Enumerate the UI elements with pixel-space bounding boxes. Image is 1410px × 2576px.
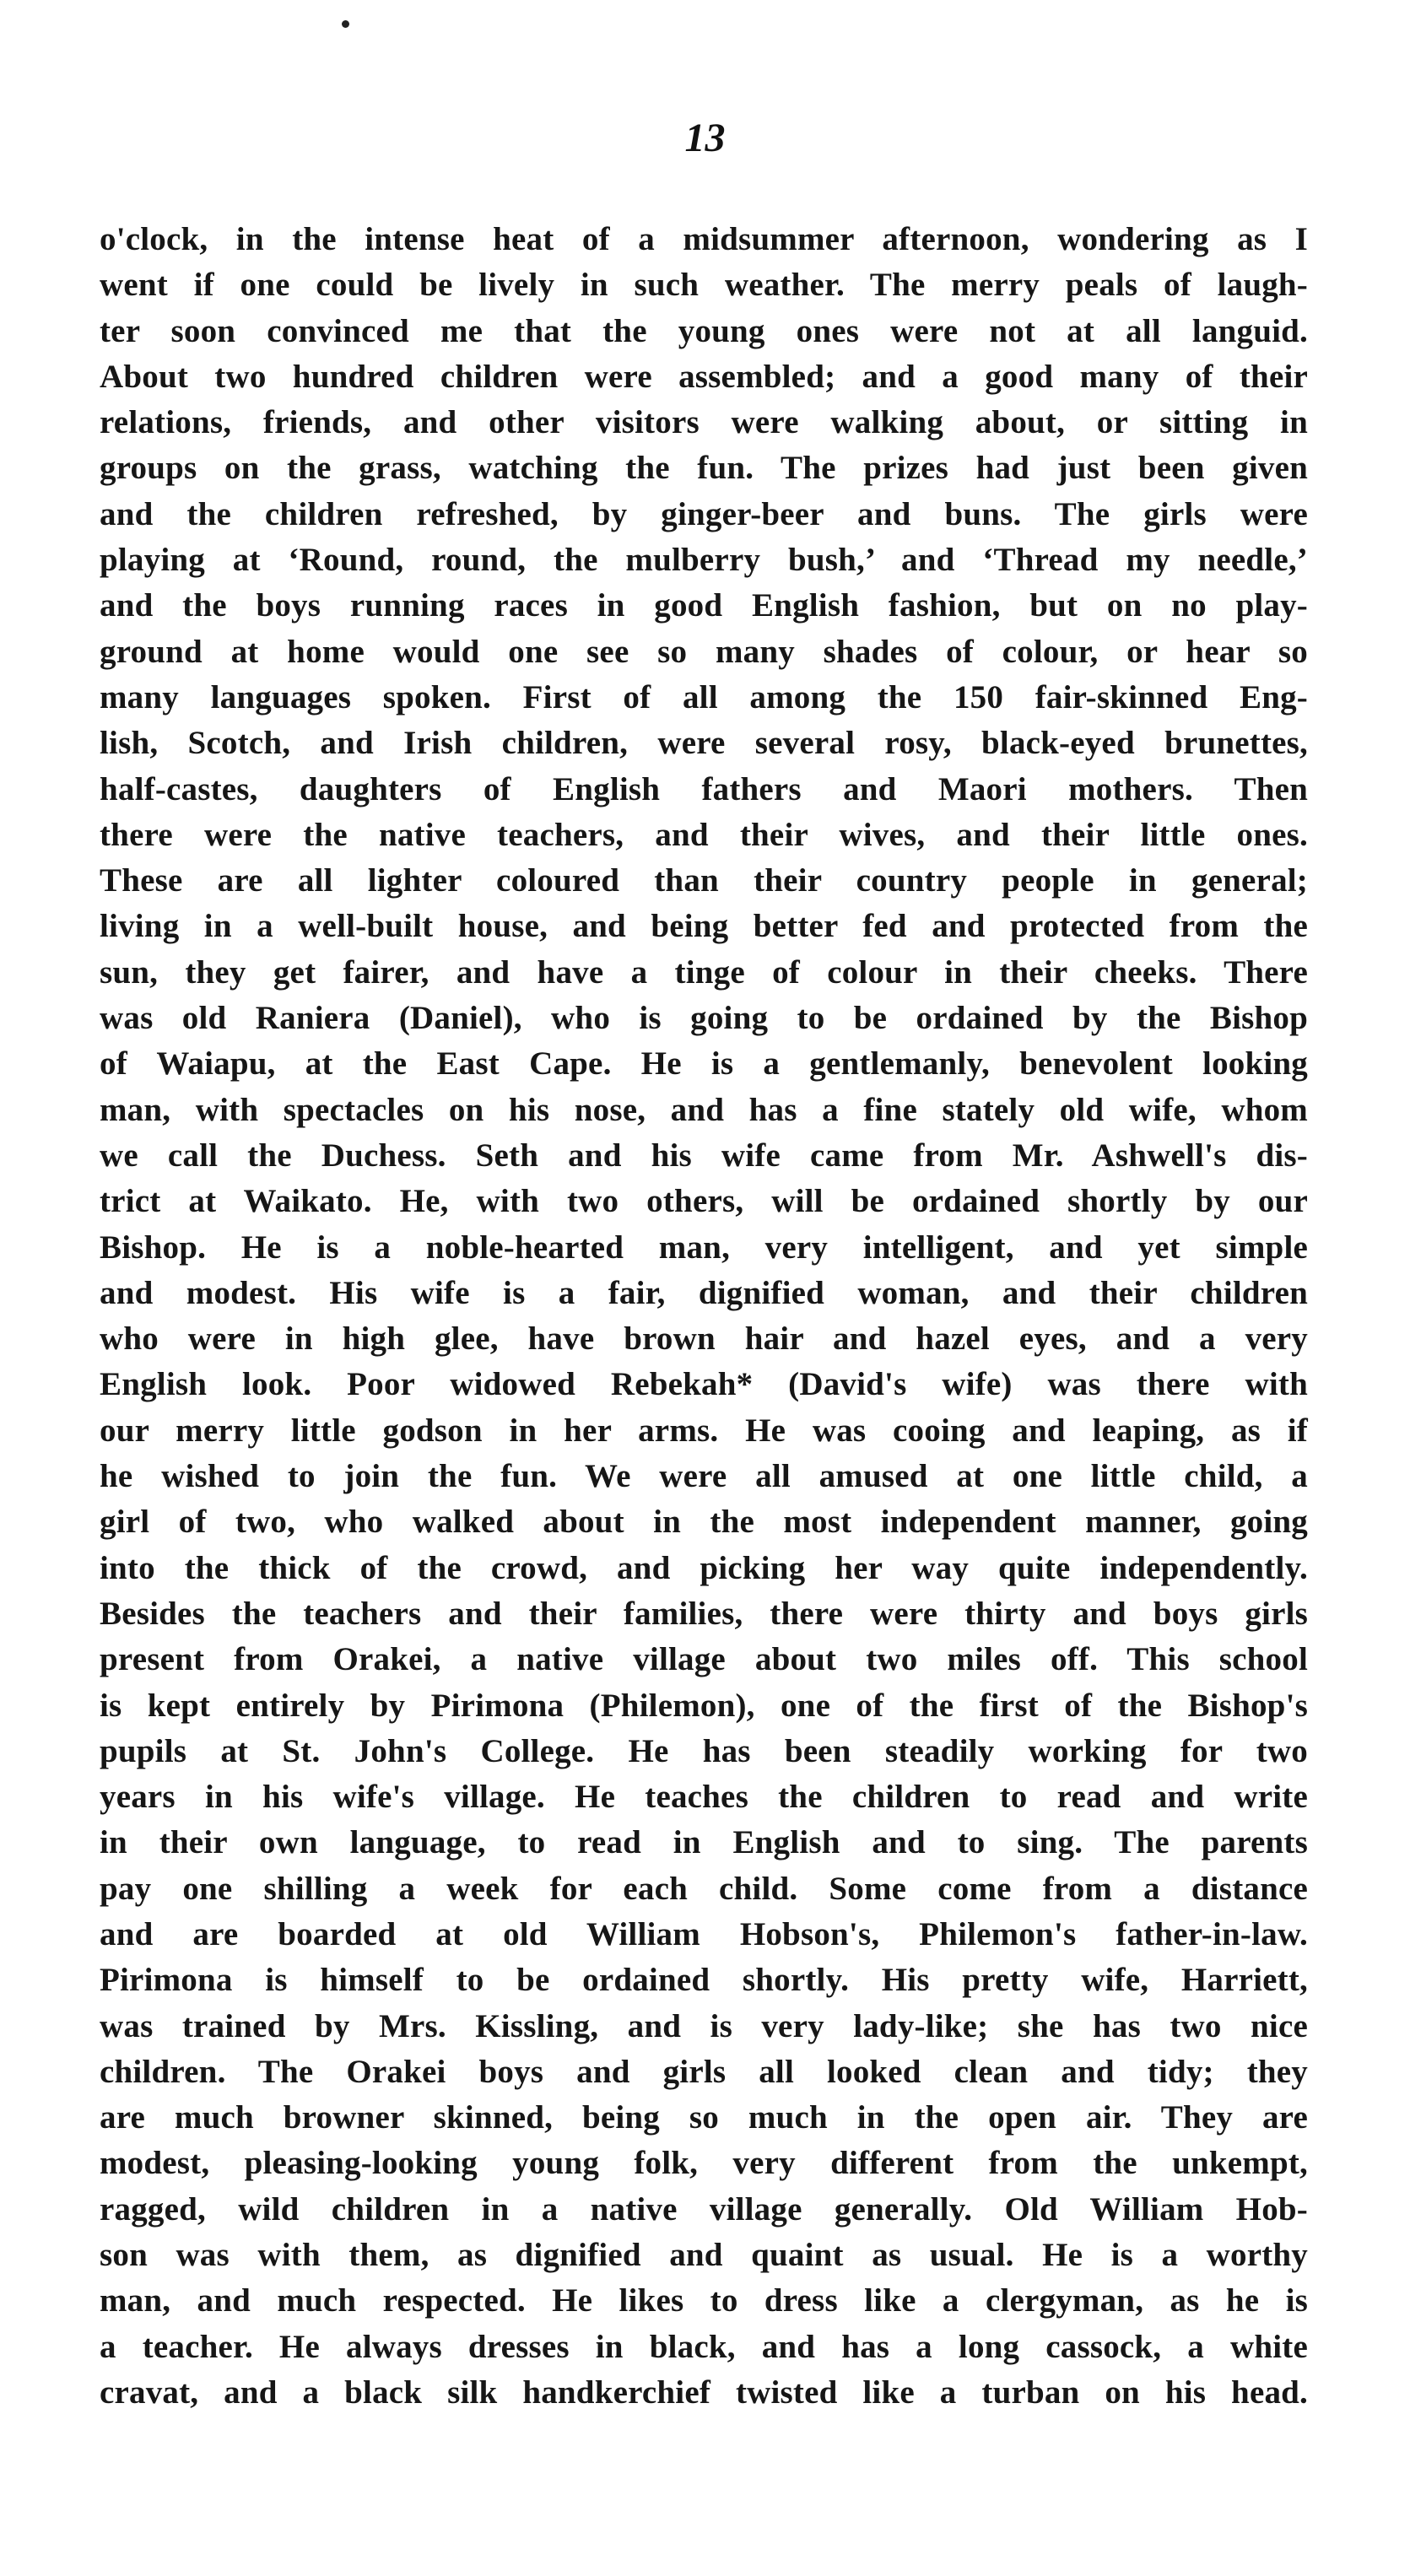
text-line: there were the native teachers, and their wives, and their little ones. <box>100 816 1308 853</box>
text-line: Bishop. He is a noble-hearted man, very intelligent, and yet simple <box>100 1229 1308 1266</box>
text-line: trict at Waikato. He, with two others, will be ordained shortly by our <box>100 1183 1308 1220</box>
text-line: o'clock, in the intense heat of a midsummer afternoon, wondering as I <box>100 221 1308 257</box>
text-line: he wished to join the fun. We were all amused at one little child, a <box>100 1458 1308 1495</box>
text-line: went if one could be lively in such weather. The merry peals of laugh- <box>100 267 1308 304</box>
text-line: pay one shilling a week for each child. Some come from a distance <box>100 1870 1308 1907</box>
text-line: cravat, and a black silk handkerchief twisted like a turban on his head. <box>100 2373 1308 2411</box>
text-line: many languages spoken. First of all among the 150 fair-skinned Eng- <box>100 678 1308 716</box>
text-line: ground at home would one see so many shades of colour, or hear so <box>100 633 1308 670</box>
text-line: sun, they get fairer, and have a tinge of colour in their cheeks. There <box>100 953 1308 991</box>
text-line: pupils at St. John's College. He has been steadily working for two <box>100 1732 1308 1769</box>
print-speck <box>342 20 349 28</box>
text-line: our merry little godson in her arms. He was cooing and leaping, as if <box>100 1412 1308 1449</box>
text-line: groups on the grass, watching the fun. The prizes had just been given <box>100 450 1308 487</box>
text-line: man, and much respected. He likes to dress like a clergyman, as he is <box>100 2282 1308 2319</box>
text-line: lish, Scotch, and Irish children, were several rosy, black-eyed brunettes, <box>100 725 1308 762</box>
text-line: Pirimona is himself to be ordained shortly. His pretty wife, Harriett, <box>100 1962 1308 1999</box>
text-line: modest, pleasing-looking young folk, very different from the unkempt, <box>100 2145 1308 2182</box>
text-line: years in his wife's village. He teaches the children to read and write <box>100 1779 1308 1816</box>
text-line: who were in high glee, have brown hair and hazel eyes, and a very <box>100 1320 1308 1358</box>
text-line: and are boarded at old William Hobson's, Philemon's father-in-law. <box>100 1915 1308 1952</box>
text-line: living in a well-built house, and being better fed and protected from the <box>100 908 1308 945</box>
text-line: in their own language, to read in English and to sing. The parents <box>100 1824 1308 1861</box>
text-line: and the children refreshed, by ginger-beer and buns. The girls were <box>100 495 1308 532</box>
text-line: was old Raniera (Daniel), who is going to be ordained by the Bishop <box>100 1000 1308 1037</box>
text-line: ter soon convinced me that the young ones were not at all languid. <box>100 312 1308 349</box>
text-line: relations, friends, and other visitors were walking about, or sitting in <box>100 404 1308 441</box>
text-line: These are all lighter coloured than their country people in general; <box>100 862 1308 899</box>
text-line: was trained by Mrs. Kissling, and is very lady-like; she has two nice <box>100 2007 1308 2044</box>
text-line: About two hundred children were assembled; and a good many of their <box>100 358 1308 395</box>
text-line: are much browner skinned, being so much in the open air. They are <box>100 2099 1308 2136</box>
page-number: 13 <box>684 116 726 160</box>
text-line: present from Orakei, a native village about two miles off. This school <box>100 1641 1308 1678</box>
text-line: and the boys running races in good English fashion, but on no play- <box>100 587 1308 624</box>
text-line: and modest. His wife is a fair, dignified woman, and their children <box>100 1274 1308 1311</box>
body-text <box>100 217 1308 2416</box>
text-line: is kept entirely by Pirimona (Philemon), one of the first of the Bishop's <box>100 1687 1308 1724</box>
text-line: half-castes, daughters of English fathers and Maori mothers. Then <box>100 770 1308 807</box>
text-line: Besides the teachers and their families, there were thirty and boys girls <box>100 1595 1308 1632</box>
text-line: a teacher. He always dresses in black, and has a long cassock, a white <box>100 2328 1308 2365</box>
text-line: we call the Duchess. Seth and his wife came from Mr. Ashwell's dis- <box>100 1137 1308 1174</box>
text-line: into the thick of the crowd, and picking her way quite independently. <box>100 1549 1308 1586</box>
text-line: English look. Poor widowed Rebekah* (David's wife) was there with <box>100 1366 1308 1403</box>
text-line: playing at ‘Round, round, the mulberry bush,’ and ‘Thread my needle,’ <box>100 542 1308 579</box>
text-line: ragged, wild children in a native village generally. Old William Hob- <box>100 2190 1308 2228</box>
text-line: of Waiapu, at the East Cape. He is a gentlemanly, benevolent looking <box>100 1045 1308 1083</box>
text-line: children. The Orakei boys and girls all looked clean and tidy; they <box>100 2053 1308 2090</box>
text-line: girl of two, who walked about in the most independent manner, going <box>100 1504 1308 1541</box>
text-line: man, with spectacles on his nose, and has a fine stately old wife, whom <box>100 1091 1308 1128</box>
text-line: son was with them, as dignified and quaint as usual. He is a worthy <box>100 2237 1308 2274</box>
